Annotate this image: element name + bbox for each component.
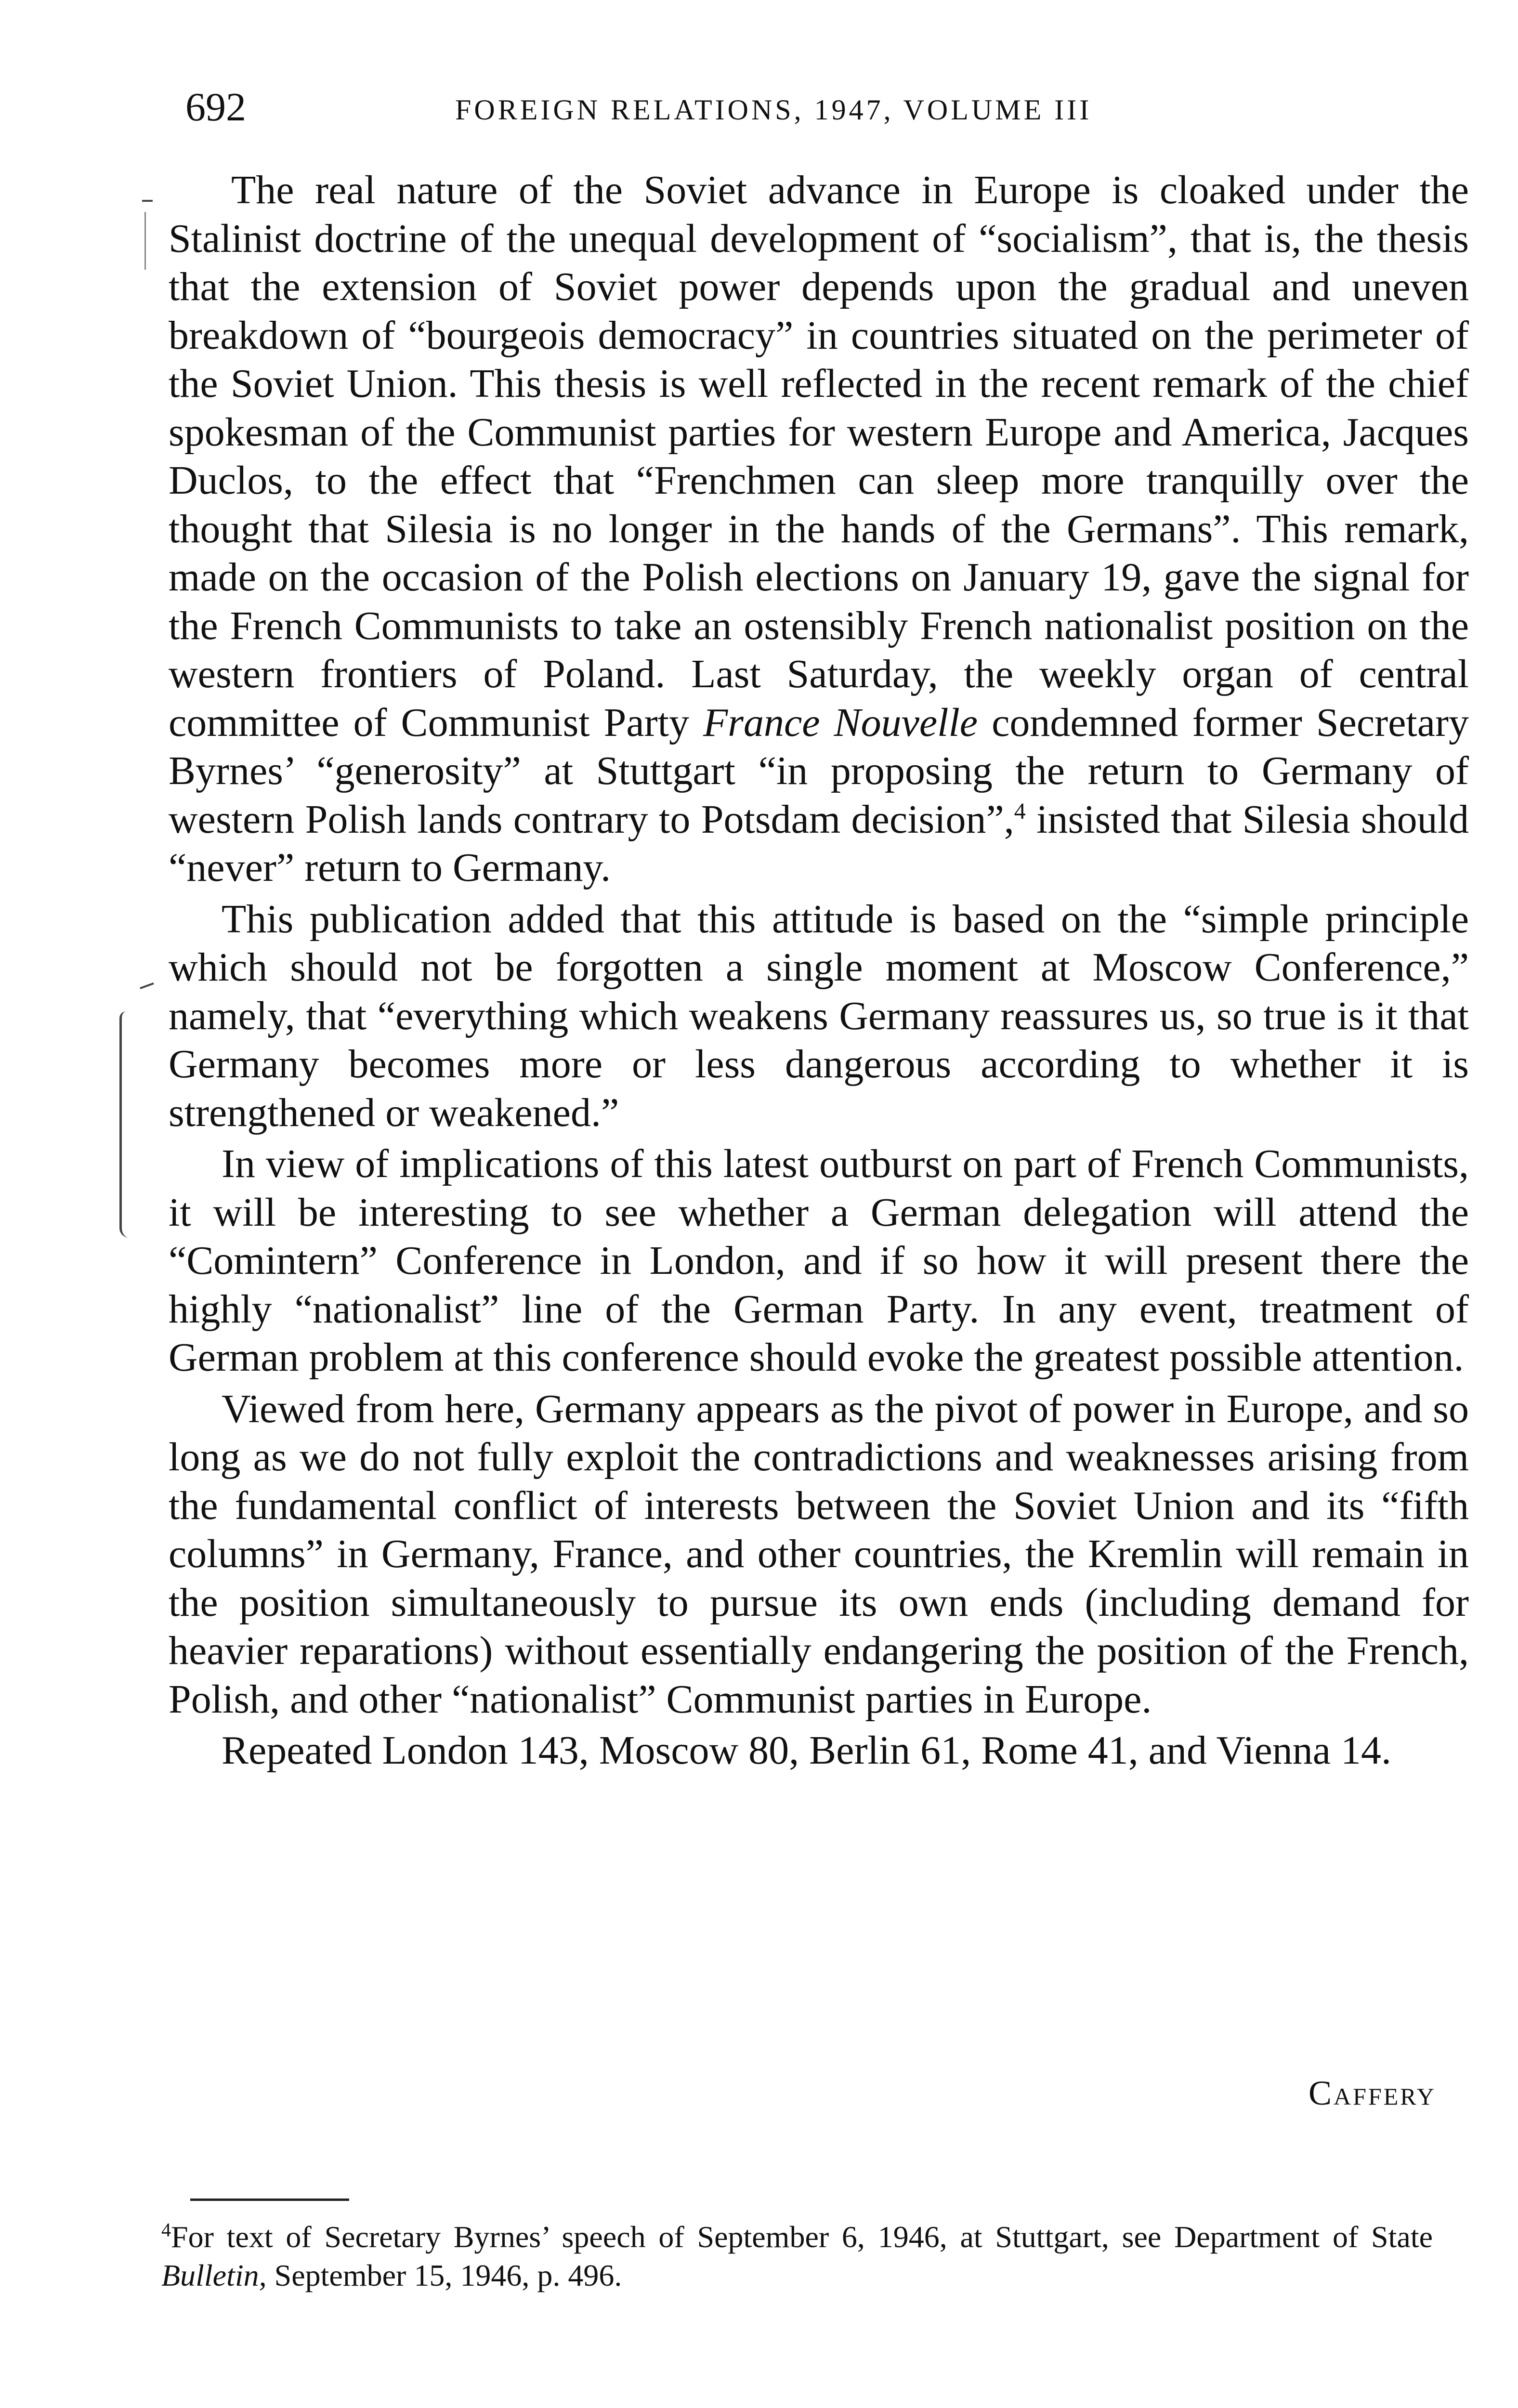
margin-bracket-top: [142, 200, 153, 202]
footnote-divider: [190, 2199, 349, 2201]
paragraph-5: Repeated London 143, Moscow 80, Berlin 61, Rome 41, and Vienna 14.: [222, 1728, 1392, 1773]
footnote: [161, 2218, 1433, 2295]
header-title: FOREIGN RELATIONS, 1947, VOLUME III: [455, 94, 1092, 126]
page-number: 692: [185, 85, 246, 130]
paragraph-1-text: The real nature of the Soviet advance in Europe is cloaked under the Stalinist doctrine of the unequal development of “socialism”, that is, the thesis that the extension of Soviet power depends upon the gradual and uneven breakdown of “bourgeois democracy” in countries situated on the perimeter of the Soviet Union. This thesis is well reflected in the recent remark of the chief spokesman of the Communist parties for western Europe and America, Jacques Duclos, to the effect that “Frenchmen can sleep more tranquilly over the thought that Silesia is no longer in the hands of the Germans”. This remark, made on the occasion of the Polish elections on January 19, gave the signal for the French Communists to take an ostensibly French nationalist position on the western frontiers of Poland. Last Saturday, the weekly organ of central committee of Communist Party: [169, 168, 1469, 745]
running-head: [185, 81, 1466, 134]
footnote-text-end: September 15, 1946, p. 496.: [274, 2258, 622, 2292]
footnote-reference[interactable]: 4: [1014, 798, 1026, 824]
margin-bracket-line-top: [144, 212, 146, 270]
footnote-publication: Bulletin,: [161, 2258, 267, 2292]
signature: Caffery: [1309, 2074, 1436, 2112]
paragraph-1-text-end: insisted that Silesia should “never” return to Germany.: [169, 797, 1469, 890]
footnote-number: 4: [161, 2219, 171, 2241]
paragraph-1-text-cont: condemned former Secretary Byrnes’ “generosity” at Stuttgart “in proposing the return to Germany of western Polish lands contrary to Potsdam decision”,: [169, 700, 1469, 842]
footnote-text: For text of Secretary Byrnes’ speech of September 6, 1946, at Stuttgart, see Department of State: [171, 2220, 1433, 2254]
margin-line-paragraph-two: [119, 1011, 131, 1238]
body-text: [169, 166, 1469, 1778]
margin-bracket-bottom: [140, 982, 154, 989]
paragraph-2: This publication added that this attitude is based on the “simple principle which should not be forgotten a single moment at Moscow Conference,” namely, that “everything which weakens Germany reassures us, so true is it that Germany becomes more or less dangerous according to whether it is strengthened or weakened.”: [169, 896, 1469, 1135]
paragraph-3: In view of implications of this latest outburst on part of French Communists, it will be interesting to see whether a German delegation will attend the “Comintern” Conference in London, and if so how it will present there the highly “nationalist” line of the German Party. In any event, treatment of German problem at this conference should evoke the greatest possible attention.: [169, 1141, 1469, 1380]
paragraph-4: Viewed from here, Germany appears as the pivot of power in Europe, and so long as we do not fully exploit the contradictions and weaknesses arising from the fundamental conflict of interests between the Soviet Union and its “fifth columns” in Germany, France, and other countries, the Kremlin will remain in the position simultaneously to pursue its own ends (including demand for heavier reparations) without essentially endangering the position of the French, Polish, and other “nationalist” Communist parties in Europe.: [169, 1386, 1469, 1722]
paragraph-1: [169, 166, 1469, 892]
publication-title: France Nouvelle: [703, 700, 978, 745]
